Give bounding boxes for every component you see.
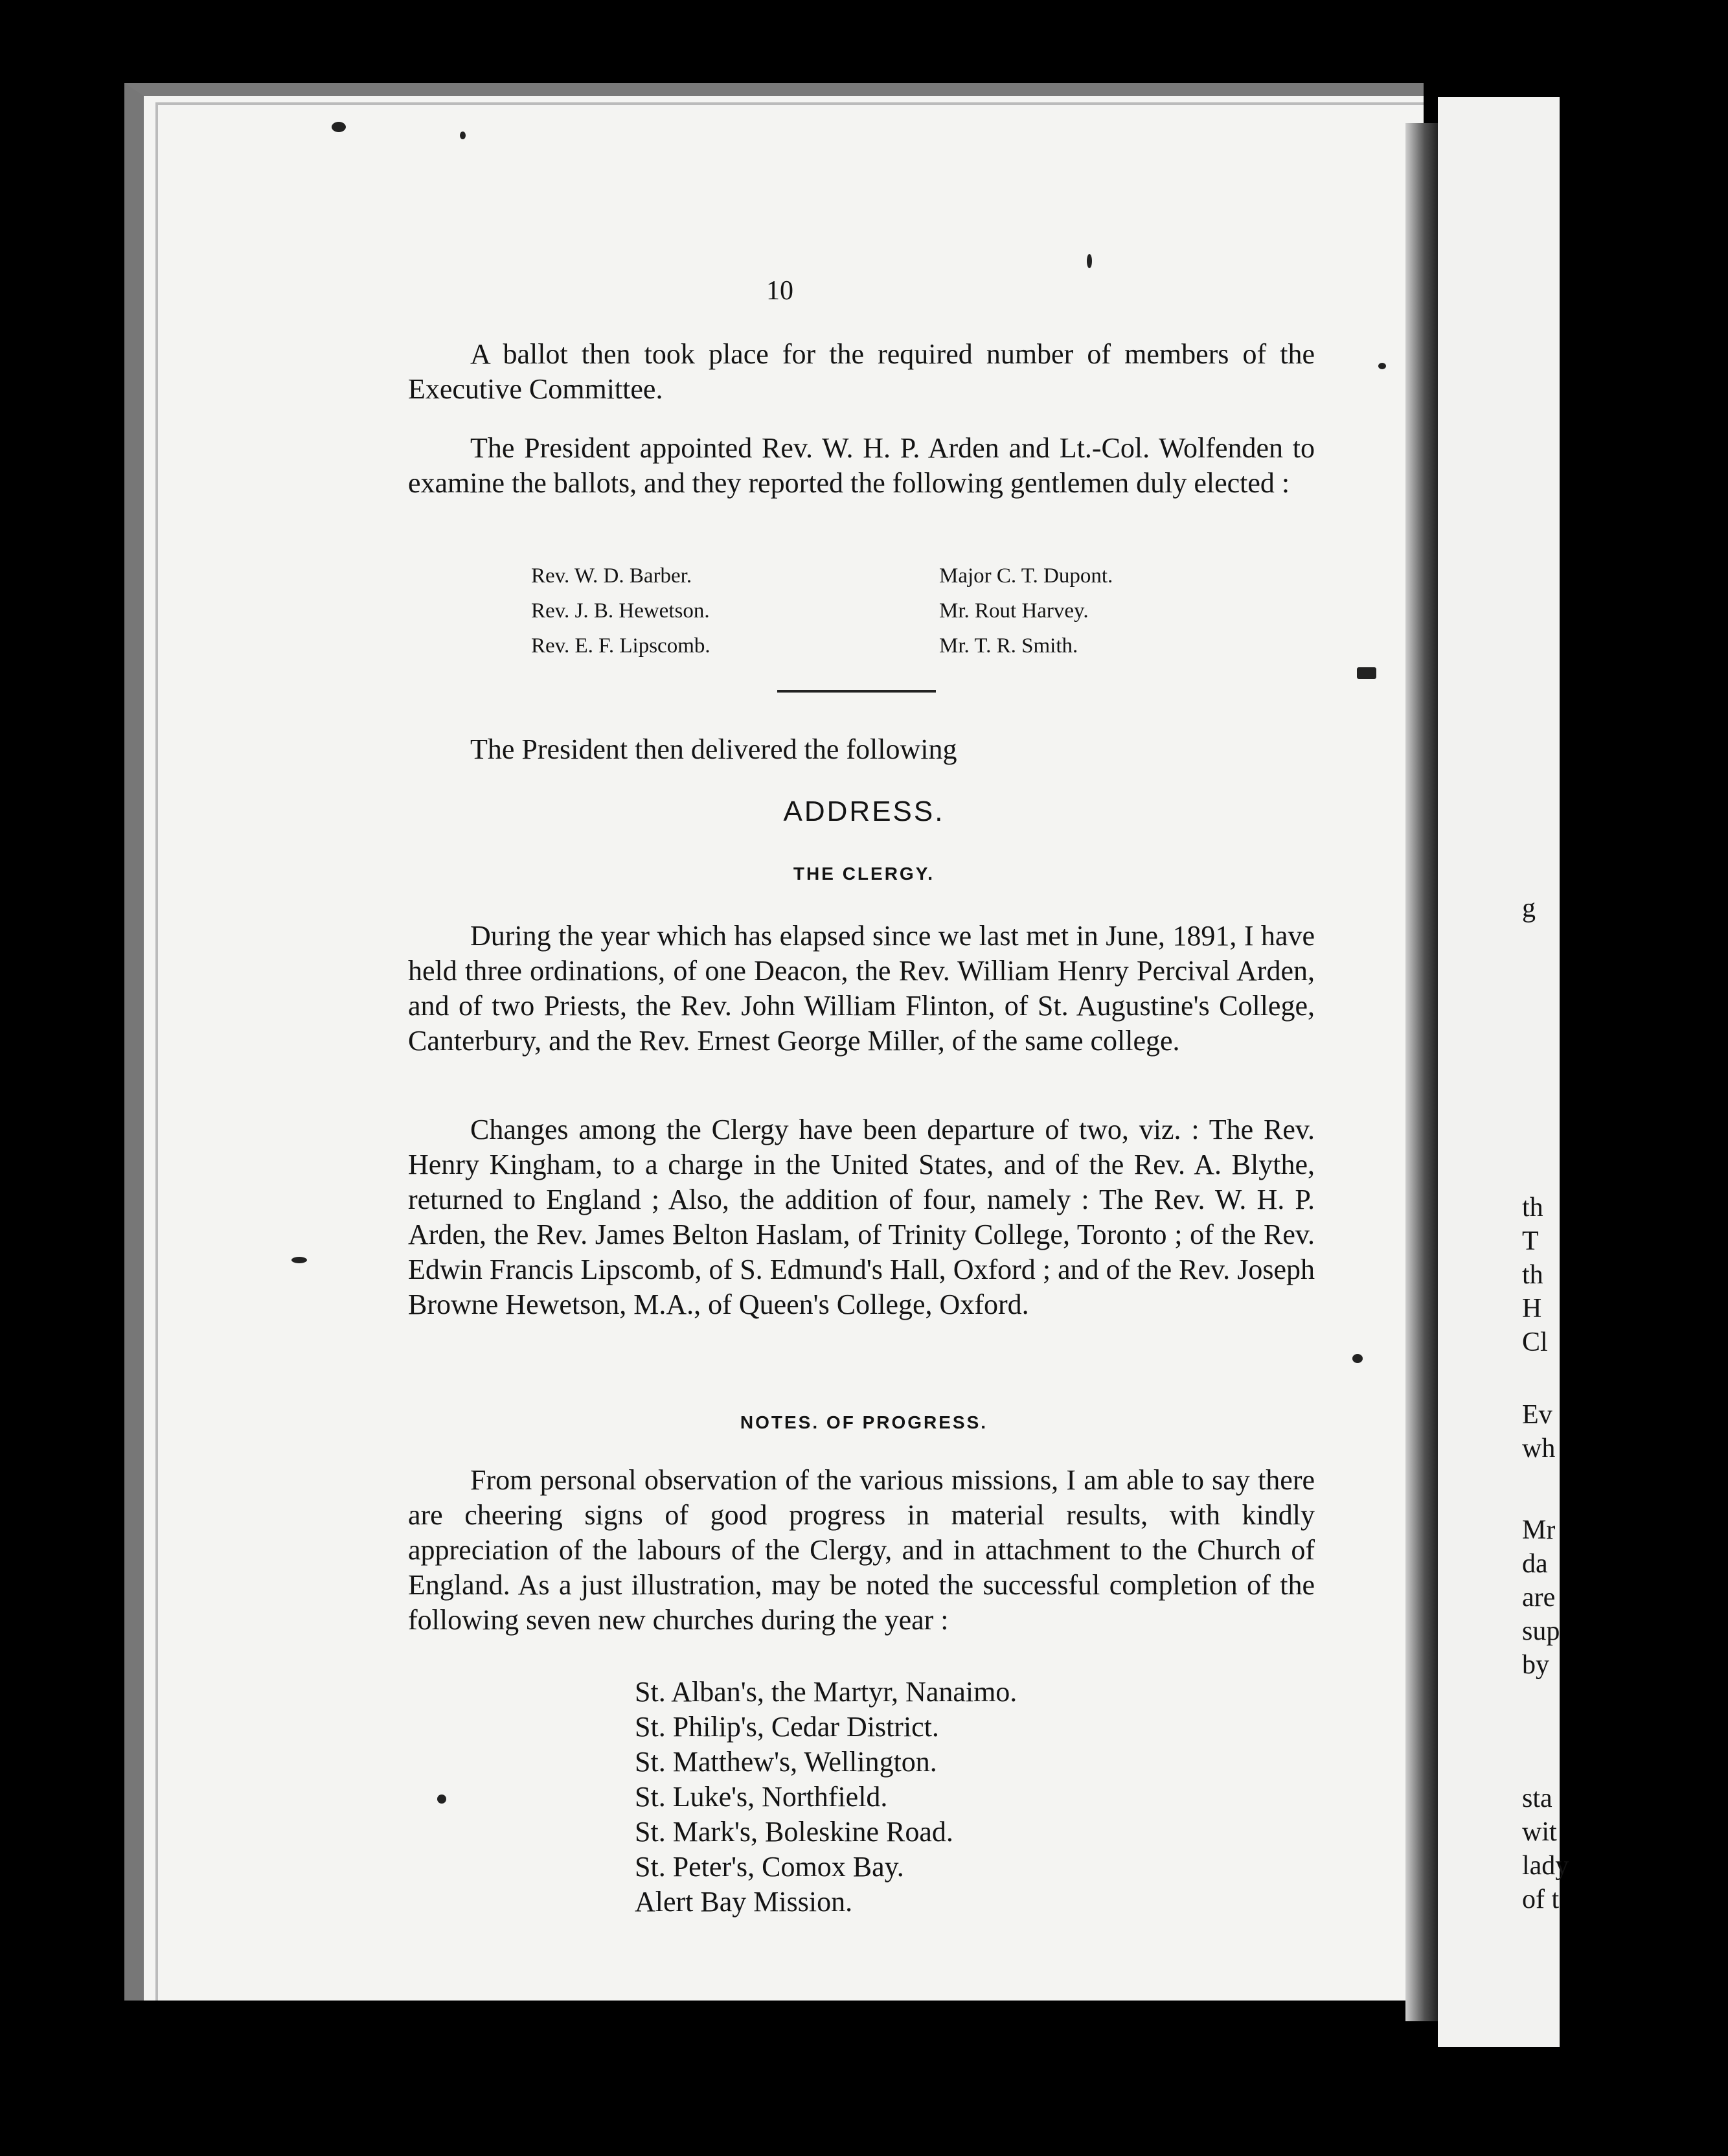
church-item: Alert Bay Mission.: [635, 1886, 853, 1918]
dust-speck: [1357, 667, 1376, 679]
church-item: St. Mark's, Boleskine Road.: [635, 1816, 953, 1848]
dust-speck: [1352, 1354, 1363, 1363]
ballot-paragraph: A ballot then took place for the required number of members of the Executive Committee.: [408, 338, 1315, 405]
clergy-heading: THE CLERGY.: [793, 864, 935, 884]
facing-fragment: of t: [1522, 1885, 1560, 1914]
clergy-paragraph-2: Changes among the Clergy have been departure of two, viz. : The Rev. Henry Kingham, to a charge in the United States, and of the Rev. A. Blythe, returned to England ; Also, the addition of four, namely : The Rev. W. H. P. Arden, the Rev. James Belton Haslam, of Trinity College, Toronto ; of the Rev. Edwin Francis Lipscomb, of S. Edmund's Hall, Oxford ; and of the Rev. Joseph Browne Hewetson, M.A., of Queen's College, Oxford.: [408, 1114, 1315, 1320]
facing-fragment: T: [1522, 1226, 1539, 1256]
facing-fragment: th: [1522, 1260, 1543, 1290]
elected-name: Rev. W. D. Barber.: [531, 564, 692, 588]
facing-fragment: sup: [1522, 1616, 1560, 1646]
progress-heading: NOTES. OF PROGRESS.: [740, 1412, 988, 1432]
church-list: [635, 1675, 1017, 1920]
facing-fragment: by: [1522, 1650, 1549, 1680]
elected-list-right: [939, 558, 1113, 663]
book-gutter: [1405, 123, 1438, 2021]
dust-speck: [1378, 363, 1386, 369]
dust-speck: [437, 1795, 446, 1804]
section-divider: [777, 690, 936, 693]
delivered-paragraph: The President then delivered the following: [470, 733, 957, 765]
facing-fragment: Ev: [1522, 1400, 1552, 1430]
facing-fragment: H: [1522, 1294, 1542, 1324]
facing-fragment: Mr: [1522, 1515, 1556, 1545]
dust-speck: [332, 122, 346, 132]
elected-name: Rev. E. F. Lipscomb.: [531, 634, 711, 658]
appointed-paragraph: The President appointed Rev. W. H. P. Arden and Lt.-Col. Wolfenden to examine the ballots, and they reported the following gentlemen duly elected :: [408, 432, 1315, 499]
facing-fragment: wh: [1522, 1434, 1556, 1463]
church-item: St. Luke's, Northfield.: [635, 1781, 888, 1813]
dust-speck: [460, 132, 466, 139]
facing-fragment: da: [1522, 1549, 1548, 1579]
facing-fragment: th: [1522, 1193, 1543, 1222]
dust-speck: [291, 1257, 307, 1263]
facing-page-edge: [1438, 97, 1569, 2047]
church-item: St. Peter's, Comox Bay.: [635, 1851, 904, 1883]
address-heading: ADDRESS.: [783, 796, 945, 827]
page-number: 10: [766, 276, 793, 306]
elected-list-left: [531, 558, 711, 663]
facing-fragment: wit: [1522, 1817, 1557, 1847]
dust-speck: [1087, 254, 1092, 268]
facing-fragment: sta: [1522, 1783, 1552, 1813]
elected-name: Mr. Rout Harvey.: [939, 599, 1089, 623]
facing-fragment: Cl: [1522, 1327, 1548, 1357]
facing-fragment: lady: [1522, 1851, 1569, 1881]
facing-fragment: are: [1522, 1583, 1556, 1612]
church-item: St. Alban's, the Martyr, Nanaimo.: [635, 1676, 1017, 1708]
progress-paragraph: From personal observation of the various missions, I am able to say there are cheering signs of good progress in material results, with kindly appreciation of the labours of the Clergy, and in attachment to the Church of England. As a just illustration, may be noted the successful completion of the following seven new churches during the year :: [408, 1464, 1315, 1636]
facing-fragment: g: [1522, 893, 1536, 923]
elected-name: Mr. T. R. Smith.: [939, 634, 1078, 658]
clergy-paragraph-1: During the year which has elapsed since we last met in June, 1891, I have held three ordinations, of one Deacon, the Rev. William Henry Percival Arden, and of two Priests, the Rev. John William Flinton, of St. Augustine's College, Canterbury, and the Rev. Ernest George Miller, of the same college.: [408, 920, 1315, 1057]
church-item: St. Matthew's, Wellington.: [635, 1746, 937, 1778]
elected-name: Major C. T. Dupont.: [939, 564, 1113, 588]
elected-name: Rev. J. B. Hewetson.: [531, 599, 710, 623]
church-item: St. Philip's, Cedar District.: [635, 1711, 939, 1743]
